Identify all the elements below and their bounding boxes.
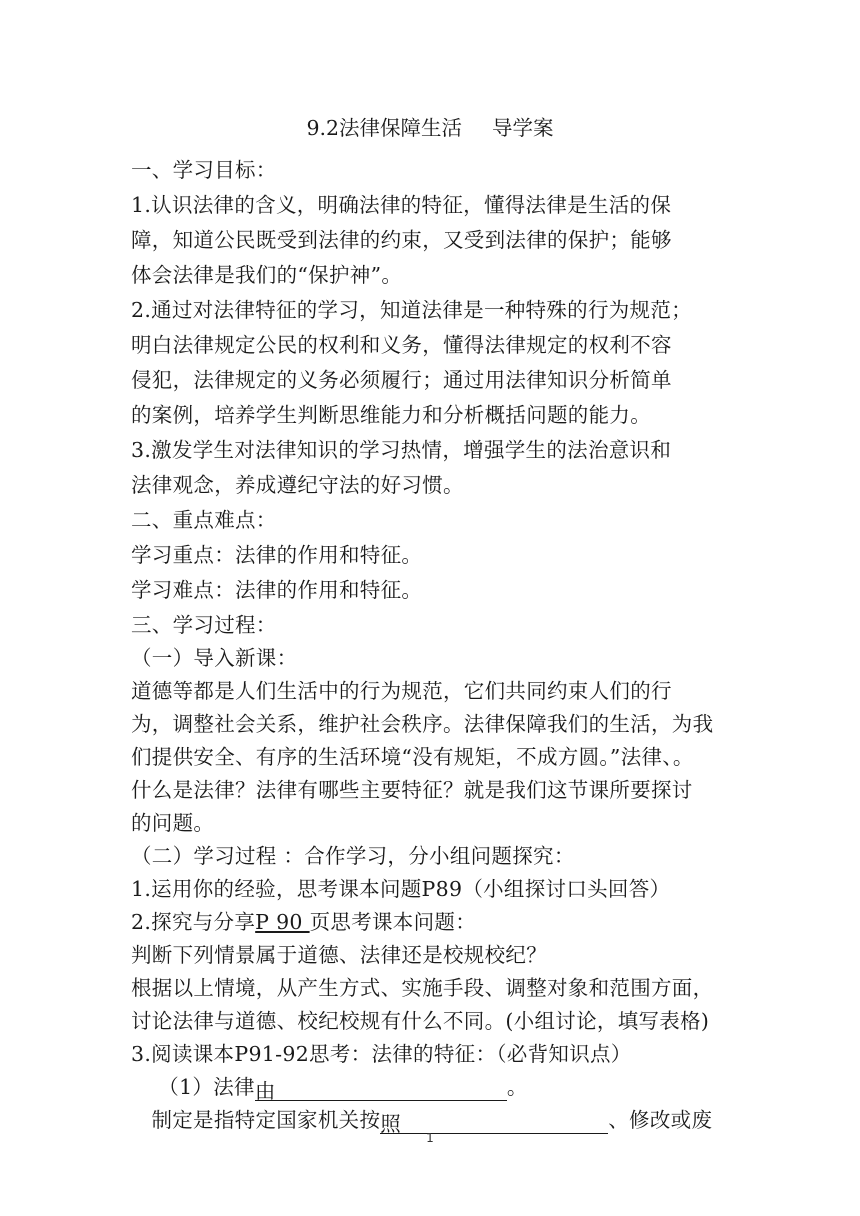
text-line: 学习重点：法律的作用和特征。 (131, 543, 423, 567)
fill2-word: 照 (380, 1112, 402, 1136)
text-line: 3.激发学生对法律知识的学习热情，增强学生的法治意识和 (131, 438, 672, 462)
explore-prefix: 2.探究与分享 (131, 910, 256, 934)
text-line: 的案例，培养学生判断思维能力和分析概括问题的能力。 (131, 403, 651, 427)
text-line: 学习难点：法律的作用和特征。 (131, 578, 423, 602)
title-sub: 导学案 (492, 116, 554, 140)
text-line: 障，知道公民既受到法律的约束，又受到法律的保护；能够 (131, 228, 672, 252)
text-line: 判断下列情景属于道德、法律还是校规校纪？ (131, 943, 547, 967)
text-line: 根据以上情境，从产生方式、实施手段、调整对象和范围方面， (131, 976, 714, 1000)
explore-line (131, 907, 731, 937)
text-line: 们提供安全、有序的生活环境“没有规矩，不成方圆。”法律、。 (131, 745, 694, 769)
fill2-prefix: 制定是指特定国家机关按 (131, 1108, 381, 1132)
sub-heading: （一）导入新课： (131, 646, 298, 670)
fill-blank-line-1 (131, 1072, 731, 1102)
text-line: 为，调整社会关系，维护社会秩序。法律保障我们的生活，为我 (131, 712, 714, 736)
title-main: 9.2法律保障生活 (306, 116, 463, 140)
text-line: 体会法律是我们的“保护神”。 (131, 263, 403, 287)
text-line: 的问题。 (131, 811, 215, 835)
text-line: 讨论法律与道德、校纪校规有什么不同。(小组讨论，填写表格) (131, 1009, 710, 1033)
text-line: 1.认识法律的含义，明确法律的特征，懂得法律是生活的保 (131, 193, 672, 217)
text-line: 一、学习目标： (131, 158, 277, 182)
fill1-suffix: 。 (506, 1075, 528, 1099)
explore-suffix: 页思考课本问题： (309, 910, 476, 934)
text-line: 明白法律规定公民的权利和义务，懂得法律规定的权利不容 (131, 333, 672, 357)
text-line: 1.运用你的经验，思考课本问题P89（小组探讨口头回答） (131, 877, 671, 901)
text-line: 2.通过对法律特征的学习，知道法律是一种特殊的行为规范； (131, 298, 692, 322)
explore-page-ref: P 90 (255, 910, 310, 934)
fill1-word: 由 (254, 1079, 276, 1103)
page-title (0, 113, 860, 143)
section-heading: 二、重点难点： (131, 508, 277, 532)
page-number: 1 (426, 1131, 434, 1145)
fill1-blank[interactable] (255, 1076, 507, 1101)
text-line: 道德等都是人们生活中的行为规范，它们共同约束人们的行 (131, 679, 672, 703)
section-heading: 三、学习过程： (131, 613, 277, 637)
sub-heading: （二）学习过程 ：合作学习，分小组问题探究： (131, 844, 575, 868)
fill1-prefix: （1）法律 (131, 1075, 255, 1099)
text-line: 法律观念，养成遵纪守法的好习惯。 (131, 473, 464, 497)
text-line: 3.阅读课本P91-92思考：法律的特征：（必背知识点） (131, 1042, 632, 1066)
text-line: 什么是法律？法律有哪些主要特征？就是我们这节课所要探讨 (131, 778, 693, 802)
text-line: 侵犯，法律规定的义务必须履行；通过用法律知识分析简单 (131, 368, 672, 392)
fill2-suffix: 、修改或废 (608, 1108, 713, 1132)
